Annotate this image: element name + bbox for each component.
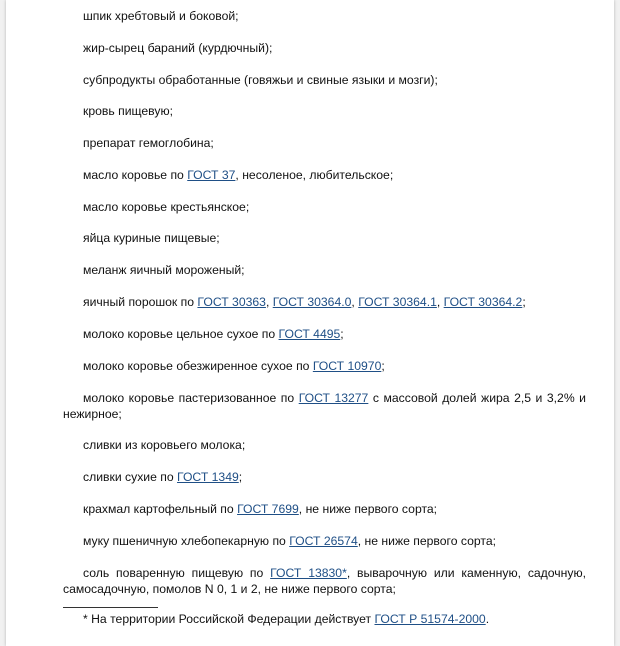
list-item: молоко коровье пастеризованное по ГОСТ 13277 с массовой долей жира 2,5 и 3,2% и нежирное;: [63, 391, 586, 421]
footnote: * На территории Российской Федерации действует ГОСТ Р 51574-2000.: [83, 612, 490, 626]
gost-link[interactable]: ГОСТ 30364.1: [358, 295, 437, 309]
gost-link[interactable]: ГОСТ 13277: [298, 391, 369, 405]
list-item: кровь пищевую;: [83, 104, 174, 118]
list-item: сливки сухие по ГОСТ 1349;: [83, 470, 243, 484]
list-item: препарат гемоглобина;: [83, 136, 214, 150]
document-page: [6, 0, 614, 646]
list-item: молоко коровье обезжиренное сухое по ГОСТ 10970;: [83, 359, 385, 373]
list-item: крахмал картофельный по ГОСТ 7699, не ниже первого сорта;: [83, 502, 438, 516]
list-item: яичный порошок по ГОСТ 30363, ГОСТ 30364.0, ГОСТ 30364.1, ГОСТ 30364.2;: [83, 295, 526, 309]
list-item: масло коровье крестьянское;: [83, 200, 250, 214]
list-item: субпродукты обработанные (говяжьи и свиные языки и мозги);: [83, 73, 438, 87]
list-item: масло коровье по ГОСТ 37, несоленое, любительское;: [83, 168, 394, 182]
list-item: жир-сырец бараний (курдючный);: [83, 41, 273, 55]
gost-link[interactable]: ГОСТ 4495: [278, 327, 341, 341]
gost-link[interactable]: ГОСТ 10970: [312, 359, 382, 373]
footnote-divider: [63, 607, 158, 608]
list-item: шпик хребтовый и боковой;: [83, 9, 239, 23]
gost-link[interactable]: ГОСТ 26574: [289, 534, 358, 548]
gost-link[interactable]: ГОСТ Р 51574-2000: [374, 612, 486, 626]
list-item: молоко коровье цельное сухое по ГОСТ 4495;: [83, 327, 344, 341]
gost-link[interactable]: ГОСТ 30363: [197, 295, 266, 309]
gost-link[interactable]: ГОСТ 13830*: [270, 566, 347, 580]
list-item: яйца куриные пищевые;: [83, 231, 220, 245]
gost-link[interactable]: ГОСТ 1349: [177, 470, 239, 484]
gost-link[interactable]: ГОСТ 30364.2: [443, 295, 523, 309]
gost-link[interactable]: ГОСТ 7699: [237, 502, 299, 516]
list-item: соль поваренную пищевую по ГОСТ 13830*, выварочную или каменную, садочную, самосадочную, помолов N 0, 1 и 2, не ниже первого сорта;: [63, 566, 587, 596]
list-item: сливки из коровьего молока;: [83, 438, 246, 452]
gost-link[interactable]: ГОСТ 30364.0: [272, 295, 352, 309]
list-item: меланж яичный мороженый;: [83, 263, 245, 277]
gost-link[interactable]: ГОСТ 37: [187, 168, 236, 182]
list-item: муку пшеничную хлебопекарную по ГОСТ 26574, не ниже первого сорта;: [83, 534, 496, 548]
